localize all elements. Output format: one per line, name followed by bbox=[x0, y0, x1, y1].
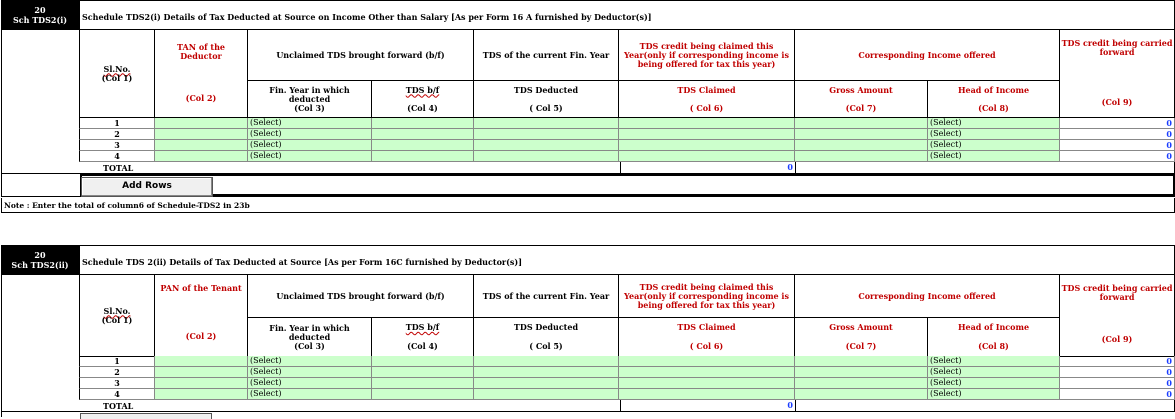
row-number bbox=[79, 129, 155, 140]
col2-header: PAN of the Tenant (Col 2) bbox=[155, 275, 248, 357]
head-of-income-select[interactable] bbox=[928, 356, 1060, 367]
tds-bf-input[interactable] bbox=[372, 129, 474, 140]
col2-header: TAN of the Deductor (Col 2) bbox=[155, 30, 248, 118]
select-value: (Select) bbox=[930, 118, 962, 127]
carried-forward-value: 0 bbox=[1166, 118, 1172, 128]
tds-deducted-input[interactable] bbox=[474, 389, 619, 400]
fin-year-select[interactable] bbox=[248, 356, 372, 367]
head-of-income-select[interactable] bbox=[928, 378, 1060, 389]
tds-deducted-input[interactable] bbox=[474, 140, 619, 151]
gross-amount-input[interactable] bbox=[795, 389, 928, 400]
row-number-label: 2 bbox=[114, 367, 120, 377]
tds-claimed-input[interactable] bbox=[619, 129, 795, 140]
head-of-income-select[interactable] bbox=[928, 367, 1060, 378]
carried-forward-value: 0 bbox=[1166, 151, 1172, 161]
tds-carried-forward bbox=[1060, 129, 1175, 140]
row-left-blank bbox=[1, 118, 79, 129]
row-number bbox=[79, 389, 155, 400]
row-number bbox=[79, 140, 155, 151]
fin-year-select[interactable] bbox=[248, 129, 372, 140]
row-left-blank bbox=[1, 378, 79, 389]
tds-bf-input[interactable] bbox=[372, 118, 474, 129]
col2-input[interactable] bbox=[155, 356, 248, 367]
unclaimed-header: Unclaimed TDS brought forward (b/f) bbox=[248, 30, 474, 81]
col5-header: TDS Deducted ( Col 5) bbox=[474, 81, 619, 118]
select-value: (Select) bbox=[930, 151, 962, 160]
tds-bf-input[interactable] bbox=[372, 389, 474, 400]
select-value: (Select) bbox=[250, 356, 282, 365]
fin-year-select[interactable] bbox=[248, 140, 372, 151]
carried-forward-value: 0 bbox=[1166, 389, 1172, 399]
select-value: (Select) bbox=[250, 367, 282, 376]
row-number-label: 3 bbox=[114, 140, 120, 150]
fin-year-select[interactable] bbox=[248, 367, 372, 378]
col6-header: TDS Claimed ( Col 6) bbox=[619, 81, 795, 118]
row-number bbox=[79, 118, 155, 129]
head-of-income-select[interactable] bbox=[928, 129, 1060, 140]
claim-header: TDS credit being claimed this Year(only if corresponding income is being offered for tax this year) bbox=[619, 275, 795, 318]
col6-header: TDS Claimed ( Col 6) bbox=[619, 318, 795, 357]
tds-claimed-input[interactable] bbox=[619, 118, 795, 129]
section-badge: 20 Sch TDS2(ii) bbox=[1, 245, 79, 275]
tds-bf-input[interactable] bbox=[372, 356, 474, 367]
tds-carried-forward bbox=[1060, 140, 1175, 151]
carried-forward-value: 0 bbox=[1166, 378, 1172, 388]
income-header: Corresponding Income offered bbox=[795, 30, 1060, 81]
total-label: TOTAL bbox=[103, 401, 134, 411]
col8-header: Head of Income (Col 8) bbox=[928, 81, 1060, 118]
claim-header: TDS credit being claimed this Year(only if corresponding income is being offered for tax this year) bbox=[619, 30, 795, 81]
tds-claimed-input[interactable] bbox=[619, 367, 795, 378]
income-header: Corresponding Income offered bbox=[795, 275, 1060, 318]
row-left-blank bbox=[1, 389, 79, 400]
note: Note : Enter the total of column6 of Schedule-TDS2 in 23b bbox=[1, 198, 1175, 213]
tds-carried-forward bbox=[1060, 389, 1175, 400]
row-number-label: 1 bbox=[114, 118, 120, 128]
tds-claimed-input[interactable] bbox=[619, 378, 795, 389]
gross-amount-input[interactable] bbox=[795, 140, 928, 151]
tds-carried-forward bbox=[1060, 356, 1175, 367]
unclaimed-header: Unclaimed TDS brought forward (b/f) bbox=[248, 275, 474, 318]
select-value: (Select) bbox=[930, 389, 962, 398]
select-value: (Select) bbox=[250, 129, 282, 138]
fin-year-select[interactable] bbox=[248, 151, 372, 162]
select-value: (Select) bbox=[250, 389, 282, 398]
col3-header: Fin. Year in which deducted (Col 3) bbox=[248, 318, 372, 357]
total-label: TOTAL bbox=[103, 163, 134, 173]
select-value: (Select) bbox=[930, 140, 962, 149]
carried-forward-value: 0 bbox=[1166, 129, 1172, 139]
row-number bbox=[79, 378, 155, 389]
total-tds-claimed: 0 bbox=[620, 400, 796, 411]
schedule-tds2-ii bbox=[0, 245, 1175, 417]
head-of-income-select[interactable] bbox=[928, 140, 1060, 151]
col5-header: TDS Deducted ( Col 5) bbox=[474, 318, 619, 357]
col9-header: TDS credit being carried forward (Col 9) bbox=[1060, 275, 1175, 357]
row-number-label: 2 bbox=[114, 129, 120, 139]
select-value: (Select) bbox=[250, 378, 282, 387]
select-value: (Select) bbox=[930, 129, 962, 138]
col2-input[interactable] bbox=[155, 129, 248, 140]
col1-header: Sl.No. (Col 1) bbox=[79, 30, 155, 118]
row-left-blank bbox=[1, 129, 79, 140]
tds-bf-input[interactable] bbox=[372, 378, 474, 389]
head-of-income-select[interactable] bbox=[928, 151, 1060, 162]
gross-amount-input[interactable] bbox=[795, 118, 928, 129]
col2-input[interactable] bbox=[155, 367, 248, 378]
tds-claimed-input[interactable] bbox=[619, 356, 795, 367]
section-badge: 20 Sch TDS2(i) bbox=[1, 0, 79, 30]
select-value: (Select) bbox=[930, 356, 962, 365]
row-left-blank bbox=[1, 140, 79, 151]
tds-bf-input[interactable] bbox=[372, 140, 474, 151]
gross-amount-input[interactable] bbox=[795, 356, 928, 367]
row-left-blank bbox=[1, 356, 79, 367]
tds-carried-forward bbox=[1060, 151, 1175, 162]
row-left-blank bbox=[1, 367, 79, 378]
tds-deducted-input[interactable] bbox=[474, 367, 619, 378]
row-left-blank bbox=[1, 151, 79, 162]
row-number-label: 4 bbox=[114, 151, 120, 161]
tds-carried-forward bbox=[1060, 367, 1175, 378]
current-header: TDS of the current Fin. Year bbox=[474, 275, 619, 318]
col7-header: Gross Amount (Col 7) bbox=[795, 318, 928, 357]
select-value: (Select) bbox=[250, 118, 282, 127]
col4-header: TDS b/f (Col 4) bbox=[372, 81, 474, 118]
tds-deducted-input[interactable] bbox=[474, 378, 619, 389]
col3-header: Fin. Year in which deducted (Col 3) bbox=[248, 81, 372, 118]
tds-claimed-input[interactable] bbox=[619, 140, 795, 151]
tds-claimed-input[interactable] bbox=[619, 389, 795, 400]
carried-forward-value: 0 bbox=[1166, 356, 1172, 366]
col2-input[interactable] bbox=[155, 118, 248, 129]
row-number-label: 3 bbox=[114, 378, 120, 388]
total-row bbox=[1, 162, 1175, 174]
fin-year-select[interactable] bbox=[248, 378, 372, 389]
tds-deducted-input[interactable] bbox=[474, 151, 619, 162]
row-number bbox=[79, 367, 155, 378]
section-title: Schedule TDS2(i) Details of Tax Deducted at Source on Income Other than Salary [As per Form 16 A furnished by Deductor(s)] bbox=[79, 0, 1175, 30]
tds-carried-forward bbox=[1060, 118, 1175, 129]
col4-header: TDS b/f (Col 4) bbox=[372, 318, 474, 357]
gross-amount-input[interactable] bbox=[795, 378, 928, 389]
total-row bbox=[1, 400, 1175, 412]
col2-input[interactable] bbox=[155, 389, 248, 400]
add-rows-button[interactable]: Add Rows bbox=[81, 177, 213, 197]
col2-input[interactable] bbox=[155, 378, 248, 389]
select-value: (Select) bbox=[250, 151, 282, 160]
col7-header: Gross Amount (Col 7) bbox=[795, 81, 928, 118]
select-value: (Select) bbox=[930, 378, 962, 387]
tds-deducted-input[interactable] bbox=[474, 356, 619, 367]
gross-amount-input[interactable] bbox=[795, 129, 928, 140]
row-number-label: 1 bbox=[114, 356, 120, 366]
add-rows-button-partial[interactable] bbox=[80, 413, 212, 419]
fin-year-select[interactable] bbox=[248, 118, 372, 129]
tds-claimed-input[interactable] bbox=[619, 151, 795, 162]
head-of-income-select[interactable] bbox=[928, 389, 1060, 400]
tds-bf-input[interactable] bbox=[372, 367, 474, 378]
row-number bbox=[79, 356, 155, 367]
col2-input[interactable] bbox=[155, 140, 248, 151]
col2-input[interactable] bbox=[155, 151, 248, 162]
row-number bbox=[79, 151, 155, 162]
tds-carried-forward bbox=[1060, 378, 1175, 389]
carried-forward-value: 0 bbox=[1166, 140, 1172, 150]
fin-year-select[interactable] bbox=[248, 389, 372, 400]
head-of-income-select[interactable] bbox=[928, 118, 1060, 129]
col8-header: Head of Income (Col 8) bbox=[928, 318, 1060, 357]
add-rows-frame bbox=[80, 174, 1175, 196]
section-title: Schedule TDS 2(ii) Details of Tax Deducted at Source [As per Form 16C furnished by Deductor(s)] bbox=[79, 245, 1175, 275]
carried-forward-value: 0 bbox=[1166, 367, 1172, 377]
col1-header: Sl.No. (Col 1) bbox=[79, 275, 155, 357]
tds-deducted-input[interactable] bbox=[474, 118, 619, 129]
select-value: (Select) bbox=[930, 367, 962, 376]
gross-amount-input[interactable] bbox=[795, 151, 928, 162]
tds-bf-input[interactable] bbox=[372, 151, 474, 162]
row-number-label: 4 bbox=[114, 389, 120, 399]
select-value: (Select) bbox=[250, 140, 282, 149]
current-header: TDS of the current Fin. Year bbox=[474, 30, 619, 81]
tds-deducted-input[interactable] bbox=[474, 129, 619, 140]
gross-amount-input[interactable] bbox=[795, 367, 928, 378]
col9-header: TDS credit being carried forward (Col 9) bbox=[1060, 30, 1175, 118]
total-tds-claimed: 0 bbox=[620, 162, 796, 173]
